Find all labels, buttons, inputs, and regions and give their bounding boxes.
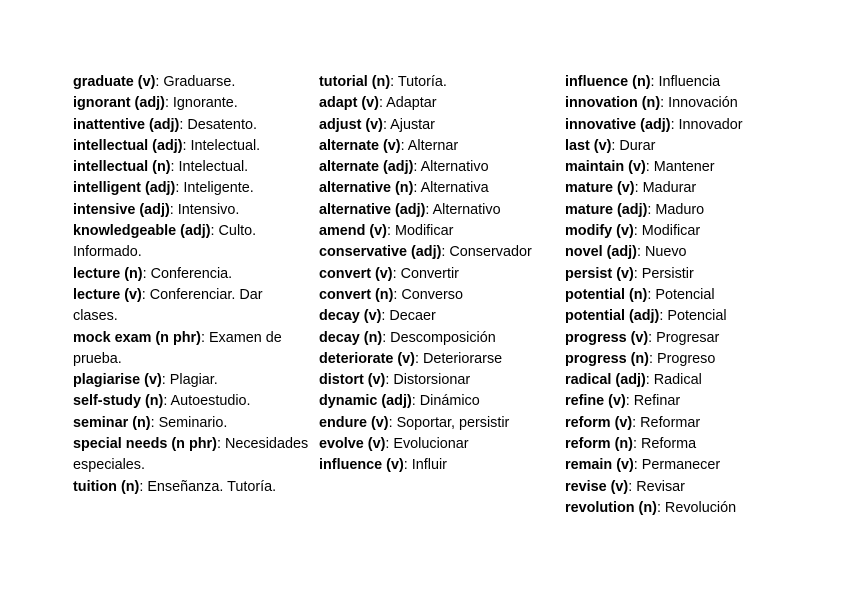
entry-term: radical (adj) — [565, 372, 646, 389]
vocabulary-entry — [319, 200, 555, 221]
entry-definition: : Alternativa — [413, 180, 489, 197]
entry-definition: : Reformar — [632, 414, 701, 431]
entry-definition: : Ignorante. — [164, 95, 238, 112]
vocabulary-entry — [565, 178, 805, 199]
vocabulary-entry — [565, 285, 805, 306]
vocabulary-entry — [319, 391, 555, 412]
entry-term: conservative (adj) — [319, 244, 442, 261]
entry-definition: : Graduarse. — [155, 74, 236, 90]
vocabulary-entry — [565, 72, 805, 93]
entry-term: revise (v) — [565, 478, 629, 495]
entry-term: alternate (v) — [319, 137, 401, 154]
vocabulary-column-1 — [73, 72, 309, 498]
entry-definition: : Modificar — [633, 223, 701, 240]
vocabulary-entry — [565, 328, 805, 349]
vocabulary-entry — [319, 242, 555, 263]
entry-definition: : Intelectual. — [182, 137, 261, 154]
entry-definition: : Refinar — [625, 393, 681, 410]
vocabulary-entry — [565, 115, 805, 136]
entry-term: reform (v) — [565, 414, 633, 431]
vocabulary-entry — [319, 178, 555, 199]
vocabulary-entry — [73, 157, 309, 178]
entry-definition: : Examen de prueba. — [73, 329, 282, 367]
entry-term: intellectual (n) — [73, 159, 171, 176]
entry-term: potential (n) — [565, 286, 648, 303]
entry-term: endure (v) — [319, 414, 389, 431]
entry-term: special needs (n phr) — [73, 436, 217, 453]
entry-term: mock exam (n phr) — [73, 329, 201, 346]
vocabulary-entry — [319, 455, 555, 476]
vocabulary-entry — [73, 178, 309, 199]
entry-term: progress (v) — [565, 329, 649, 346]
entry-term: adapt (v) — [319, 95, 379, 112]
entry-definition: : Intensivo. — [169, 201, 240, 218]
entry-definition: : Desatento. — [179, 116, 257, 133]
vocabulary-entry — [319, 306, 555, 327]
entry-definition: : Conservador — [441, 244, 532, 261]
entry-definition: : Evolucionar — [385, 436, 469, 453]
vocabulary-entry — [73, 115, 309, 136]
vocabulary-entry — [73, 264, 309, 285]
entry-definition: : Conferenciar. Dar clases. — [73, 286, 263, 325]
vocabulary-entry — [73, 72, 309, 93]
vocabulary-entry — [565, 349, 805, 370]
entry-definition: : Alternativo — [413, 159, 489, 176]
entry-definition: : Tutoría. — [390, 74, 447, 90]
entry-definition: : Mantener — [645, 159, 715, 176]
entry-term: potential (adj) — [565, 308, 660, 325]
entry-definition: : Innovación — [660, 95, 738, 112]
entry-definition: : Revolución — [656, 499, 737, 516]
entry-term: decay (n) — [319, 329, 383, 346]
vocabulary-entry — [565, 434, 805, 455]
entry-term: mature (v) — [565, 180, 635, 197]
vocabulary-entry — [73, 391, 309, 412]
entry-term: graduate (v) — [73, 74, 156, 90]
entry-definition: : Alternar — [400, 137, 459, 154]
vocabulary-entry — [565, 157, 805, 178]
vocabulary-entry — [73, 370, 309, 391]
entry-definition: : Madurar — [634, 180, 697, 197]
entry-definition: : Modificar — [386, 223, 454, 240]
entry-term: intellectual (adj) — [73, 137, 183, 154]
entry-definition: : Adaptar — [378, 95, 437, 112]
entry-definition: : Potencial — [647, 286, 715, 303]
entry-term: innovation (n) — [565, 95, 661, 112]
entry-term: deteriorate (v) — [319, 350, 415, 367]
entry-definition: : Alternativo — [425, 201, 501, 218]
vocabulary-entry — [319, 264, 555, 285]
entry-definition: : Reforma — [632, 436, 697, 453]
vocabulary-entry — [565, 136, 805, 157]
vocabulary-entry — [319, 413, 555, 434]
entry-definition: : Culto. Informado. — [73, 223, 257, 261]
entry-term: revolution (n) — [565, 499, 657, 516]
entry-definition: : Influencia — [650, 74, 721, 90]
vocabulary-entry — [319, 72, 555, 93]
entry-definition: : Ajustar — [382, 116, 435, 133]
vocabulary-entry — [73, 200, 309, 221]
entry-definition: : Distorsionar — [385, 372, 471, 389]
entry-term: alternative (n) — [319, 180, 414, 197]
entry-term: plagiarise (v) — [73, 372, 162, 389]
entry-term: last (v) — [565, 137, 612, 154]
entry-term: amend (v) — [319, 223, 387, 240]
vocabulary-entry — [73, 136, 309, 157]
vocabulary-entry — [73, 328, 309, 371]
vocabulary-entry — [565, 242, 805, 263]
vocabulary-entry — [565, 200, 805, 221]
entry-definition: : Inteligente. — [175, 180, 254, 197]
entry-definition: : Innovador — [670, 116, 743, 133]
entry-term: decay (v) — [319, 308, 382, 325]
entry-term: remain (v) — [565, 457, 634, 474]
vocabulary-entry — [319, 115, 555, 136]
entry-term: innovative (adj) — [565, 116, 671, 133]
entry-definition: : Decaer — [381, 308, 436, 325]
entry-definition: : Intelectual. — [170, 159, 249, 176]
vocabulary-entry — [565, 306, 805, 327]
entry-term: inattentive (adj) — [73, 116, 180, 133]
vocabulary-entry — [73, 93, 309, 114]
vocabulary-entry — [565, 93, 805, 114]
entry-term: alternative (adj) — [319, 201, 426, 218]
entry-definition: : Durar — [611, 137, 656, 154]
vocabulary-entry — [565, 370, 805, 391]
vocabulary-entry — [73, 413, 309, 434]
entry-term: tutorial (n) — [319, 74, 391, 90]
entry-definition: : Necesidades especiales. — [73, 436, 309, 474]
vocabulary-entry — [565, 498, 805, 519]
vocabulary-entry — [565, 391, 805, 412]
entry-term: adjust (v) — [319, 116, 383, 133]
entry-term: progress (n) — [565, 350, 649, 367]
vocabulary-entry — [73, 434, 309, 477]
entry-term: alternate (adj) — [319, 159, 414, 176]
entry-term: novel (adj) — [565, 244, 637, 261]
entry-definition: : Influir — [403, 457, 447, 474]
entry-term: ignorant (adj) — [73, 95, 165, 112]
entry-definition: : Persistir — [633, 265, 694, 282]
entry-definition: : Progresar — [648, 329, 720, 346]
vocabulary-column-3 — [565, 72, 805, 519]
entry-definition: : Dinámico — [411, 393, 480, 410]
entry-definition: : Potencial — [659, 308, 727, 325]
vocabulary-entry — [319, 221, 555, 242]
entry-definition: : Descomposición — [382, 329, 496, 346]
vocabulary-entry — [319, 157, 555, 178]
entry-definition: : Enseñanza. Tutoría. — [139, 478, 277, 495]
entry-term: intensive (adj) — [73, 201, 170, 218]
entry-term: seminar (n) — [73, 414, 151, 431]
entry-term: modify (v) — [565, 223, 634, 240]
vocabulary-column-2 — [319, 72, 555, 477]
entry-definition: : Radical — [645, 372, 702, 389]
entry-definition: : Autoestudio. — [163, 393, 251, 410]
vocabulary-entry — [73, 221, 309, 264]
entry-term: lecture (v) — [73, 286, 142, 303]
entry-definition: : Permanecer — [633, 457, 721, 474]
vocabulary-entry — [319, 93, 555, 114]
vocabulary-entry — [319, 370, 555, 391]
entry-term: maintain (v) — [565, 159, 646, 176]
vocabulary-entry — [319, 136, 555, 157]
entry-term: reform (n) — [565, 436, 633, 453]
entry-definition: : Conferencia. — [142, 265, 233, 282]
vocabulary-entry — [319, 349, 555, 370]
vocabulary-entry — [565, 221, 805, 242]
entry-term: convert (n) — [319, 286, 394, 303]
vocabulary-entry — [73, 477, 309, 498]
entry-term: convert (v) — [319, 265, 393, 282]
entry-term: knowledgeable (adj) — [73, 223, 211, 240]
vocabulary-entry — [319, 285, 555, 306]
entry-definition: : Nuevo — [636, 244, 687, 261]
vocabulary-entry — [319, 328, 555, 349]
entry-definition: : Converso — [393, 286, 463, 303]
entry-definition: : Maduro — [647, 201, 705, 218]
entry-term: dynamic (adj) — [319, 393, 412, 410]
entry-term: evolve (v) — [319, 436, 386, 453]
entry-term: tuition (n) — [73, 478, 140, 495]
vocabulary-entry — [565, 455, 805, 476]
entry-definition: : Soportar, persistir — [388, 414, 510, 431]
entry-term: influence (n) — [565, 74, 651, 90]
entry-term: intelligent (adj) — [73, 180, 176, 197]
entry-definition: : Progreso — [648, 350, 716, 367]
vocabulary-entry — [565, 264, 805, 285]
entry-definition: : Deteriorarse — [414, 350, 503, 367]
entry-definition: : Seminario. — [150, 414, 228, 431]
entry-term: influence (v) — [319, 457, 404, 474]
vocabulary-entry — [565, 413, 805, 434]
entry-term: self-study (n) — [73, 393, 164, 410]
entry-definition: : Convertir — [392, 265, 459, 282]
entry-term: mature (adj) — [565, 201, 648, 218]
entry-definition: : Revisar — [628, 478, 685, 495]
vocabulary-entry — [565, 477, 805, 498]
vocabulary-entry — [73, 285, 309, 328]
entry-definition: : Plagiar. — [161, 372, 218, 389]
entry-term: refine (v) — [565, 393, 626, 410]
entry-term: distort (v) — [319, 372, 386, 389]
entry-term: persist (v) — [565, 265, 634, 282]
vocabulary-entry — [319, 434, 555, 455]
entry-term: lecture (n) — [73, 265, 143, 282]
